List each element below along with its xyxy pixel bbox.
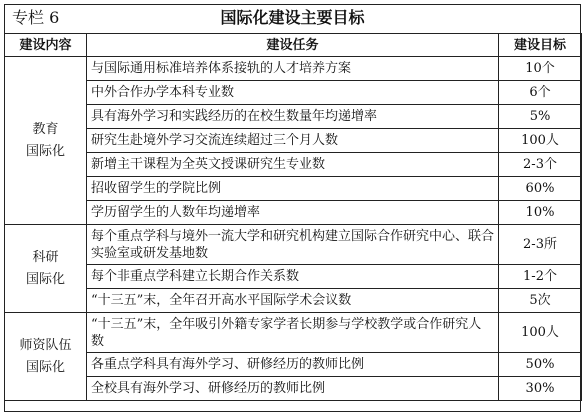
table-row — [5, 265, 582, 289]
table-row — [5, 153, 582, 177]
group-name: 教育 国际化 — [5, 57, 87, 225]
target-cell: 50% — [499, 353, 582, 377]
table-row — [5, 201, 582, 225]
task-cell: 研究生赴境外学习交流连续超过三个月人数 — [87, 129, 499, 153]
table-row — [5, 129, 582, 153]
target-cell: 2-3个 — [499, 153, 582, 177]
table-row — [5, 313, 582, 353]
target-cell: 60% — [499, 177, 582, 201]
target-cell: 5次 — [499, 289, 582, 313]
table-header-row — [5, 34, 582, 57]
column-label: 专栏 6 — [12, 8, 60, 27]
group-name: 师资队伍 国际化 — [5, 313, 87, 401]
task-cell: 中外合作办学本科专业数 — [87, 81, 499, 105]
group-name: 科研 国际化 — [5, 225, 87, 313]
table-row — [5, 289, 582, 313]
table-caption-row — [4, 4, 581, 31]
task-cell: 各重点学科具有海外学习、研修经历的教师比例 — [87, 353, 499, 377]
target-cell: 2-3所 — [499, 225, 582, 265]
table-row — [5, 177, 582, 201]
task-cell: “十三五”末，全年吸引外籍专家学者长期参与学校教学或合作研究人数 — [87, 313, 499, 353]
task-cell: 招收留学生的学院比例 — [87, 177, 499, 201]
task-cell: 与国际通用标准培养体系接轨的人才培养方案 — [87, 57, 499, 81]
header-target: 建设目标 — [499, 34, 582, 57]
table-title: 国际化建设主要目标 — [220, 8, 365, 27]
target-cell: 1-2个 — [499, 265, 582, 289]
header-content: 建设内容 — [5, 34, 87, 57]
task-cell: 全校具有海外学习、研修经历的教师比例 — [87, 377, 499, 401]
target-cell: 10% — [499, 201, 582, 225]
target-cell: 10个 — [499, 57, 582, 81]
table-row — [5, 105, 582, 129]
target-cell: 100人 — [499, 313, 582, 353]
table-row — [5, 57, 582, 81]
target-cell: 6个 — [499, 81, 582, 105]
table-row — [5, 225, 582, 265]
target-cell: 5% — [499, 105, 582, 129]
task-cell: “十三五”末，全年召开高水平国际学术会议数 — [87, 289, 499, 313]
task-cell: 学历留学生的人数年均递增率 — [87, 201, 499, 225]
task-cell: 每个非重点学科建立长期合作关系数 — [87, 265, 499, 289]
header-task: 建设任务 — [87, 34, 499, 57]
target-cell: 30% — [499, 377, 582, 401]
table-row — [5, 81, 582, 105]
task-cell: 新增主干课程为全英文授课研究生专业数 — [87, 153, 499, 177]
target-cell: 100人 — [499, 129, 582, 153]
table-row — [5, 353, 582, 377]
task-cell: 具有海外学习和实践经历的在校生数量年均递增率 — [87, 105, 499, 129]
goals-table — [4, 33, 582, 401]
table-row — [5, 377, 582, 401]
task-cell: 每个重点学科与境外一流大学和研究机构建立国际合作研究中心、联合实验室或研发基地数 — [87, 225, 499, 265]
